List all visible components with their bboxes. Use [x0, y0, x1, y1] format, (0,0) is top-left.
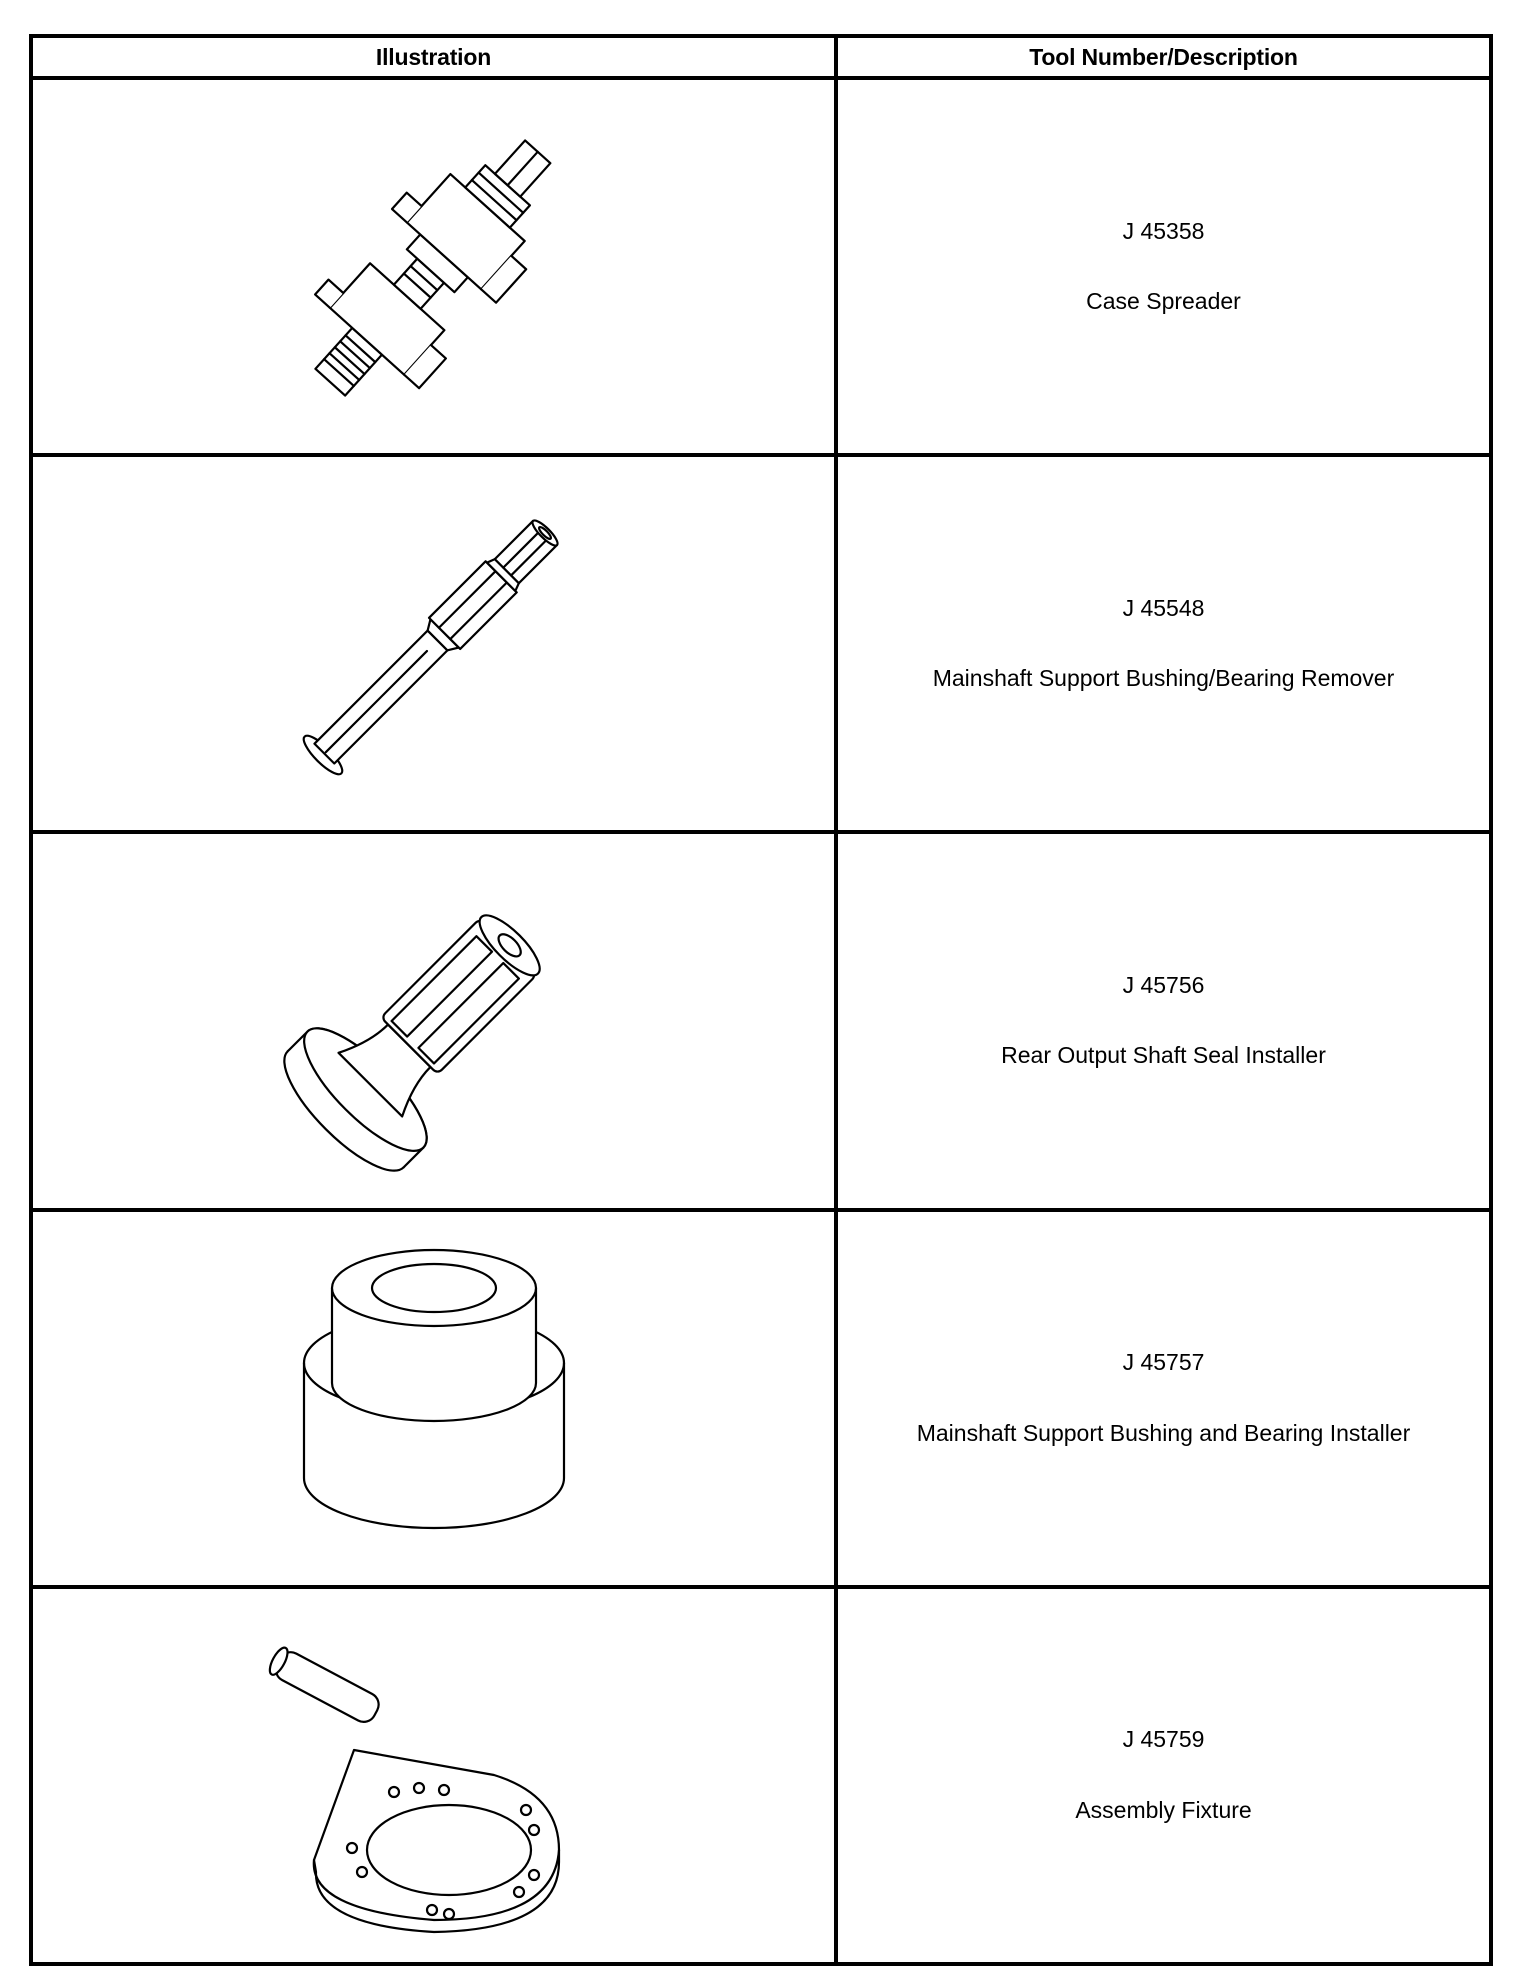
tool-number: J 45358	[1122, 217, 1205, 244]
table-row	[31, 78, 1491, 455]
illustration-cell	[31, 832, 836, 1209]
seal-installer-icon	[254, 856, 614, 1186]
tool-header: Tool Number/Description	[836, 36, 1491, 78]
table-row	[31, 832, 1491, 1209]
table-row	[31, 1587, 1491, 1964]
tool-number: J 45548	[1122, 594, 1205, 621]
illustration-cell	[31, 455, 836, 832]
illustration-cell	[31, 1587, 836, 1964]
tool-description: Mainshaft Support Bushing/Bearing Remover	[932, 665, 1395, 692]
illustration-cell	[31, 78, 836, 455]
case-spreader-icon	[254, 102, 614, 432]
tool-number: J 45759	[1122, 1726, 1205, 1753]
table-row	[31, 1210, 1491, 1587]
tool-number: J 45756	[1122, 971, 1205, 998]
description-cell	[836, 455, 1491, 832]
tool-description: Rear Output Shaft Seal Installer	[1001, 1042, 1326, 1069]
assembly-fixture-icon	[254, 1610, 614, 1940]
description-cell	[836, 1587, 1491, 1964]
tool-number: J 45757	[1122, 1349, 1205, 1376]
header-row	[31, 36, 1491, 78]
illustration-header: Illustration	[31, 36, 836, 78]
tool-table	[29, 34, 1493, 1966]
bushing-bearing-installer-icon	[254, 1233, 614, 1563]
description-cell	[836, 1210, 1491, 1587]
tool-description: Mainshaft Support Bushing and Bearing Installer	[916, 1419, 1411, 1446]
tool-description: Case Spreader	[1086, 288, 1241, 315]
description-cell	[836, 78, 1491, 455]
table-row	[31, 455, 1491, 832]
tool-description: Assembly Fixture	[1075, 1796, 1252, 1823]
bushing-bearing-remover-icon	[254, 479, 614, 809]
illustration-cell	[31, 1210, 836, 1587]
description-cell	[836, 832, 1491, 1209]
